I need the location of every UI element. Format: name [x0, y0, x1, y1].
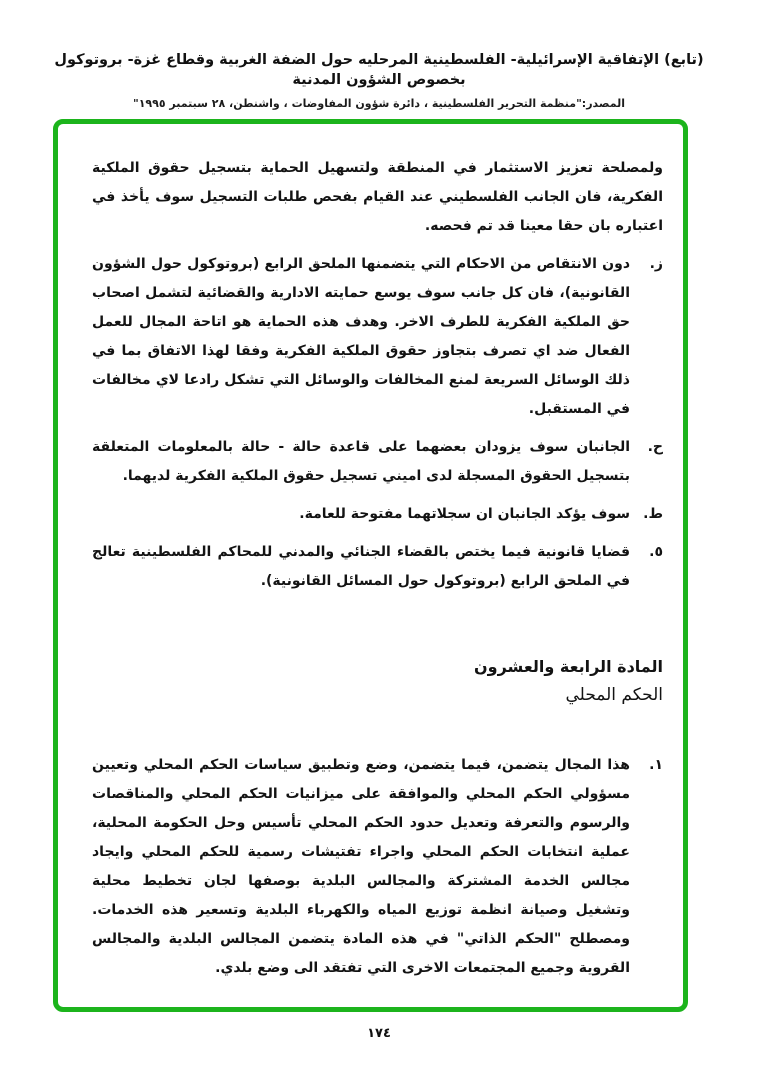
clause-text: هذا المجال يتضمن، فيما يتضمن، وضع وتطبيق سياسات الحكم المحلي وتعيين مسؤولي الحكم المحلي والموافقة على ميزانيات الحكم المحلي والمناقصات والرسوم والتعرفة وتعديل حدود الحكم المحلي تأسيس وحل الحكومة المحلية، عملية انتخابات الحكم المحلي واجراء تفتيشات رسمية للحكم المحلي وايجاد مجالس الخدمة المشتركة والمجالس البلدية بوصفها لجان تخطيط محلية وتشغيل وصيانة انظمة توزيع المياه والكهرباء البلدية وتسعير هذه الخدمات. ومصطلح "الحكم الذاتي" في هذه المادة يتضمن المجالس البلدية والمجالس القروية وجميع المجتمعات الاخرى التي تفتقد الى وضع بلدي. [92, 757, 630, 976]
content-frame [53, 119, 688, 1012]
article-heading: المادة الرابعة والعشرون [474, 657, 663, 676]
article-clause-1 [92, 751, 663, 983]
article-subheading: الحكم المحلي [565, 685, 663, 705]
clause-5 [92, 538, 663, 596]
clause-t [92, 500, 663, 529]
clause-marker: ح. [647, 439, 663, 455]
clause-z [92, 250, 663, 424]
clause-text: سوف يؤكد الجانبان ان سجلاتهما مفتوحة للعامة. [299, 506, 630, 522]
page-number: ١٧٤ [367, 1026, 391, 1041]
intro-paragraph: ولمصلحة تعزيز الاستثمار في المنطقة ولتسهيل الحماية بتسجيل حقوق الملكية الفكرية، فان الجانب الفلسطيني عند القيام بفحص طلبات التسجيل سوف يأخذ في اعتباره بان حقا معينا قد تم فحصه. [92, 160, 663, 234]
clause-marker: ز. [649, 256, 663, 272]
clause-text: قضايا قانونية فيما يختص بالقضاء الجنائي والمدني للمحاكم الفلسطينية تعالج في الملحق الرابع (بروتوكول حول المسائل القانونية). [92, 544, 630, 589]
clause-marker: ٥. [649, 544, 663, 560]
clause-text: دون الانتقاص من الاحكام التي يتضمنها الملحق الرابع (بروتوكول حول الشؤون القانونية)، فان كل جانب سوف يوسع حمايته الادارية والقضائية لتشمل اصحاب حق الملكية الفكرية للطرف الاخر. وهدف هذه الحماية هو اتاحة المجال للعمل الفعال ضد اي تصرف بتجاوز حقوق الملكية الفكرية وفقا لهذا الاتفاق بما في ذلك الوسائل السريعة لمنع المخالفات والوسائل التي تشكل رادعا لاي مخالفات في المستقبل. [92, 256, 630, 417]
clause-h [92, 433, 663, 491]
document-source-line: المصدر:"منظمة التحرير الفلسطينية ، دائرة شؤون المفاوضات ، واشنطن، ٢٨ سبتمبر ١٩٩٥" [132, 97, 626, 110]
clause-marker: ١. [649, 757, 663, 773]
clause-text: الجانبان سوف يزودان بعضهما على قاعدة حالة - حالة بالمعلومات المتعلقة بتسجيل الحقوق المسجلة لدى اميني تسجيل حقوق الملكية الفكرية لديهما. [92, 439, 630, 484]
clause-marker: ط. [643, 506, 663, 522]
document-title: (تابع) الإتفاقية الإسرائيلية- الفلسطينية المرحليه حول الضفة الغربية وقطاع غزة- بروتوكول بخصوص الشؤون المدنية [54, 52, 704, 88]
document-header [0, 50, 758, 110]
content-body [92, 154, 663, 983]
